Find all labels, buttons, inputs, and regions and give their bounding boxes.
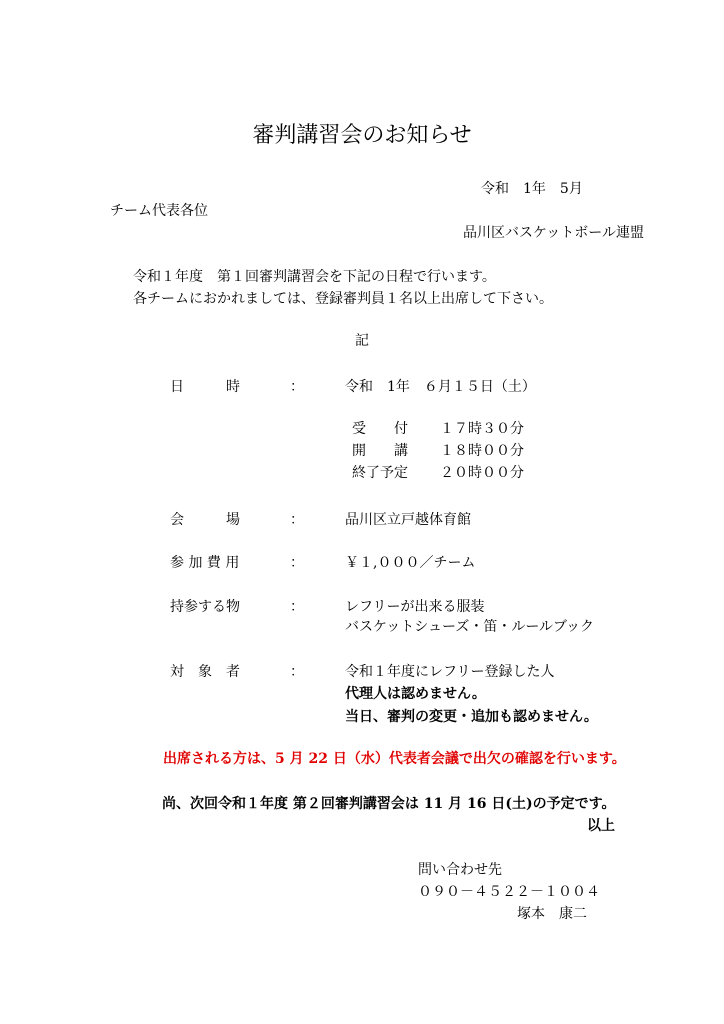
venue-label: 会 場 [170,512,240,528]
fee-label: 参 加 費 用 [170,555,240,571]
contact-name: 塚本 康二 [517,906,587,922]
fee-value: ￥１,０００／チーム [345,555,476,571]
bring-value-2: バスケットシューズ・笛・ルールブック [345,619,595,635]
schedule-row [352,440,524,460]
next-session-notice: 尚、次回令和１年度 第２回審判講習会は 11 月 16 日(土)の予定です。 [162,796,616,812]
sender-organization: 品川区バスケットボール連盟 [462,225,644,241]
fee-colon: ： [290,555,304,571]
bring-value-1: レフリーが出来る服装 [345,599,485,615]
intro-line-2: 各チームにおかれましては、登録審判員１名以上出席して下さい。 [133,291,553,307]
target-warning-2: 当日、審判の変更・追加も認めません。 [345,709,598,725]
target-warning-1: 代理人は認めません。 [345,686,486,702]
attendance-notice: 出席される方は、5 月 22 日（水）代表者会議で出欠の確認を行います。 [163,751,626,767]
schedule-time: １７時３０分 [440,421,524,437]
schedule-time: １８時００分 [440,443,524,459]
contact-heading: 問い合わせ先 [418,862,502,878]
document-title: 審判講習会のお知らせ [252,123,472,148]
ki-heading: 記 [355,333,369,349]
bring-colon: ： [290,599,304,615]
closing-mark: 以上 [587,818,615,834]
schedule-row [352,462,524,482]
datetime-value: 令和 1年 ６月１５日（土） [345,379,536,395]
schedule-name: 受 付 [352,421,408,437]
datetime-colon: ： [290,379,304,395]
issue-date: 令和 1年 5月 [481,181,583,197]
target-label: 対 象 者 [170,664,240,680]
schedule-name: 終了予定 [352,465,408,481]
contact-phone: ０９０－４５２２－１００４ [418,884,600,900]
intro-line-1: 令和１年度 第１回審判講習会を下記の日程で行います。 [133,269,496,285]
recipient: チーム代表各位 [110,203,208,219]
venue-colon: ： [290,512,304,528]
bring-label: 持参する物 [170,599,240,615]
target-colon: ： [290,664,304,680]
schedule-row [352,418,524,438]
venue-value: 品川区立戸越体育館 [345,512,471,528]
datetime-label: 日 時 [170,379,240,395]
schedule-name: 開 講 [352,443,408,459]
schedule-time: ２０時００分 [440,465,524,481]
target-value-1: 令和１年度にレフリー登録した人 [345,664,555,680]
